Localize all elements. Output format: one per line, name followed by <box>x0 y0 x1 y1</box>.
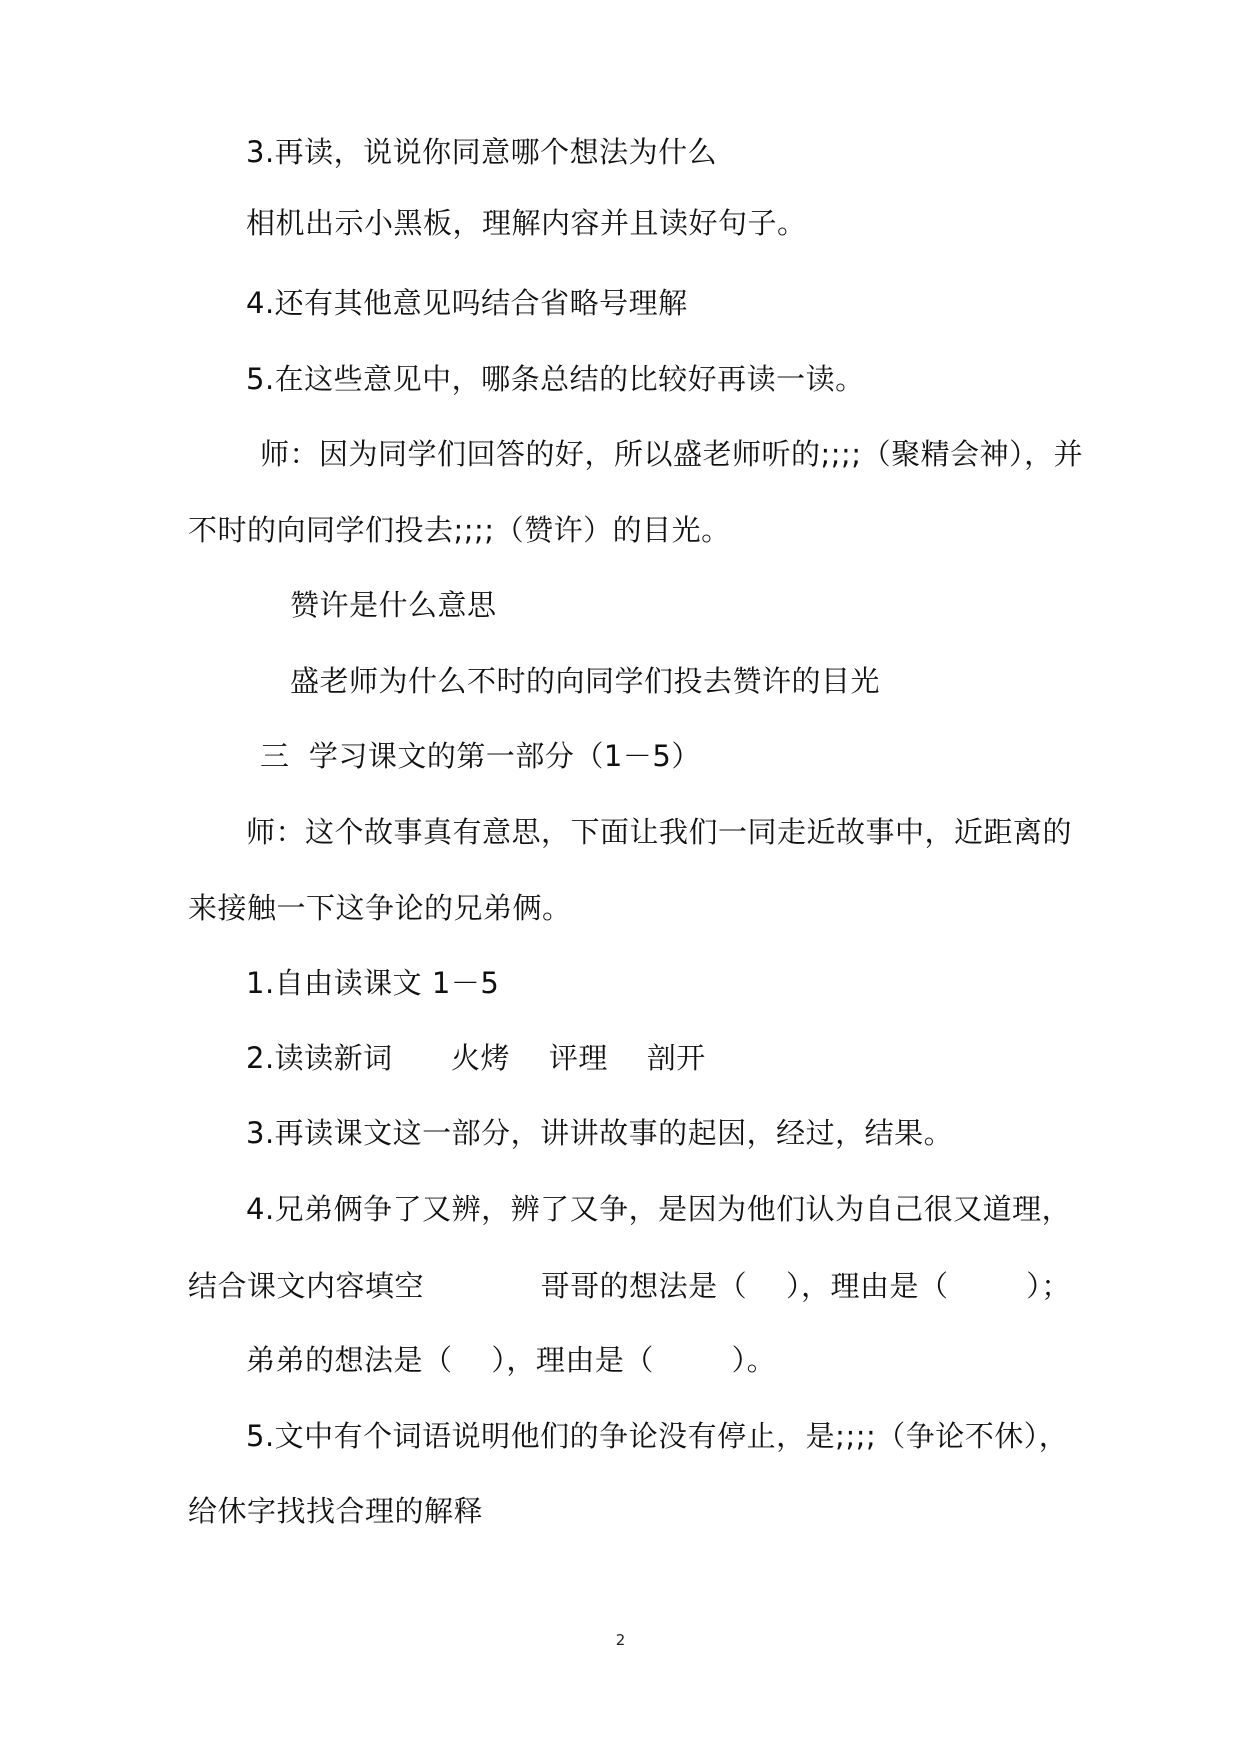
text-line: 5.在这些意见中，哪条总结的比较好再读一读。 <box>246 362 865 396</box>
text-line: 赞许是什么意思 <box>290 588 497 622</box>
text-line: 2.读读新词 火烤 评理 剖开 <box>246 1041 706 1075</box>
text-line: 5.文中有个词语说明他们的争论没有停止，是;;;;（争论不休）， <box>246 1419 1069 1453</box>
text-line: 弟弟的想法是（ ），理由是（ ）。 <box>246 1343 777 1377</box>
text-line: 师：因为同学们回答的好，所以盛老师听的;;;;（聚精会神），并 <box>260 437 1084 471</box>
text-line: 3.再读课文这一部分，讲讲故事的起因，经过，结果。 <box>246 1116 954 1150</box>
section-heading: 三 学习课文的第一部分（1－5） <box>260 739 701 773</box>
text-line: 不时的向同学们投去;;;;（赞许）的目光。 <box>188 513 731 547</box>
text-line: 给休字找找合理的解释 <box>188 1494 484 1528</box>
text-line: 来接触一下这争论的兄弟俩。 <box>188 891 572 925</box>
text-line: 盛老师为什么不时的向同学们投去赞许的目光 <box>290 664 881 698</box>
text-line: 结合课文内容填空 哥哥的想法是（ ），理由是（ ）； <box>188 1269 1071 1303</box>
text-line: 师：这个故事真有意思，下面让我们一同走近故事中，近距离的 <box>246 815 1073 849</box>
text-line: 相机出示小黑板，理解内容并且读好句子。 <box>246 206 807 240</box>
text-line: 4.兄弟俩争了又辨，辨了又争，是因为他们认为自己很又道理， <box>246 1192 1072 1226</box>
page-number: 2 <box>615 1631 626 1649</box>
text-line: 3.再读，说说你同意哪个想法为什么 <box>246 135 718 169</box>
text-line: 1.自由读课文 1－5 <box>246 966 500 1000</box>
text-line: 4.还有其他意见吗结合省略号理解 <box>246 286 688 320</box>
